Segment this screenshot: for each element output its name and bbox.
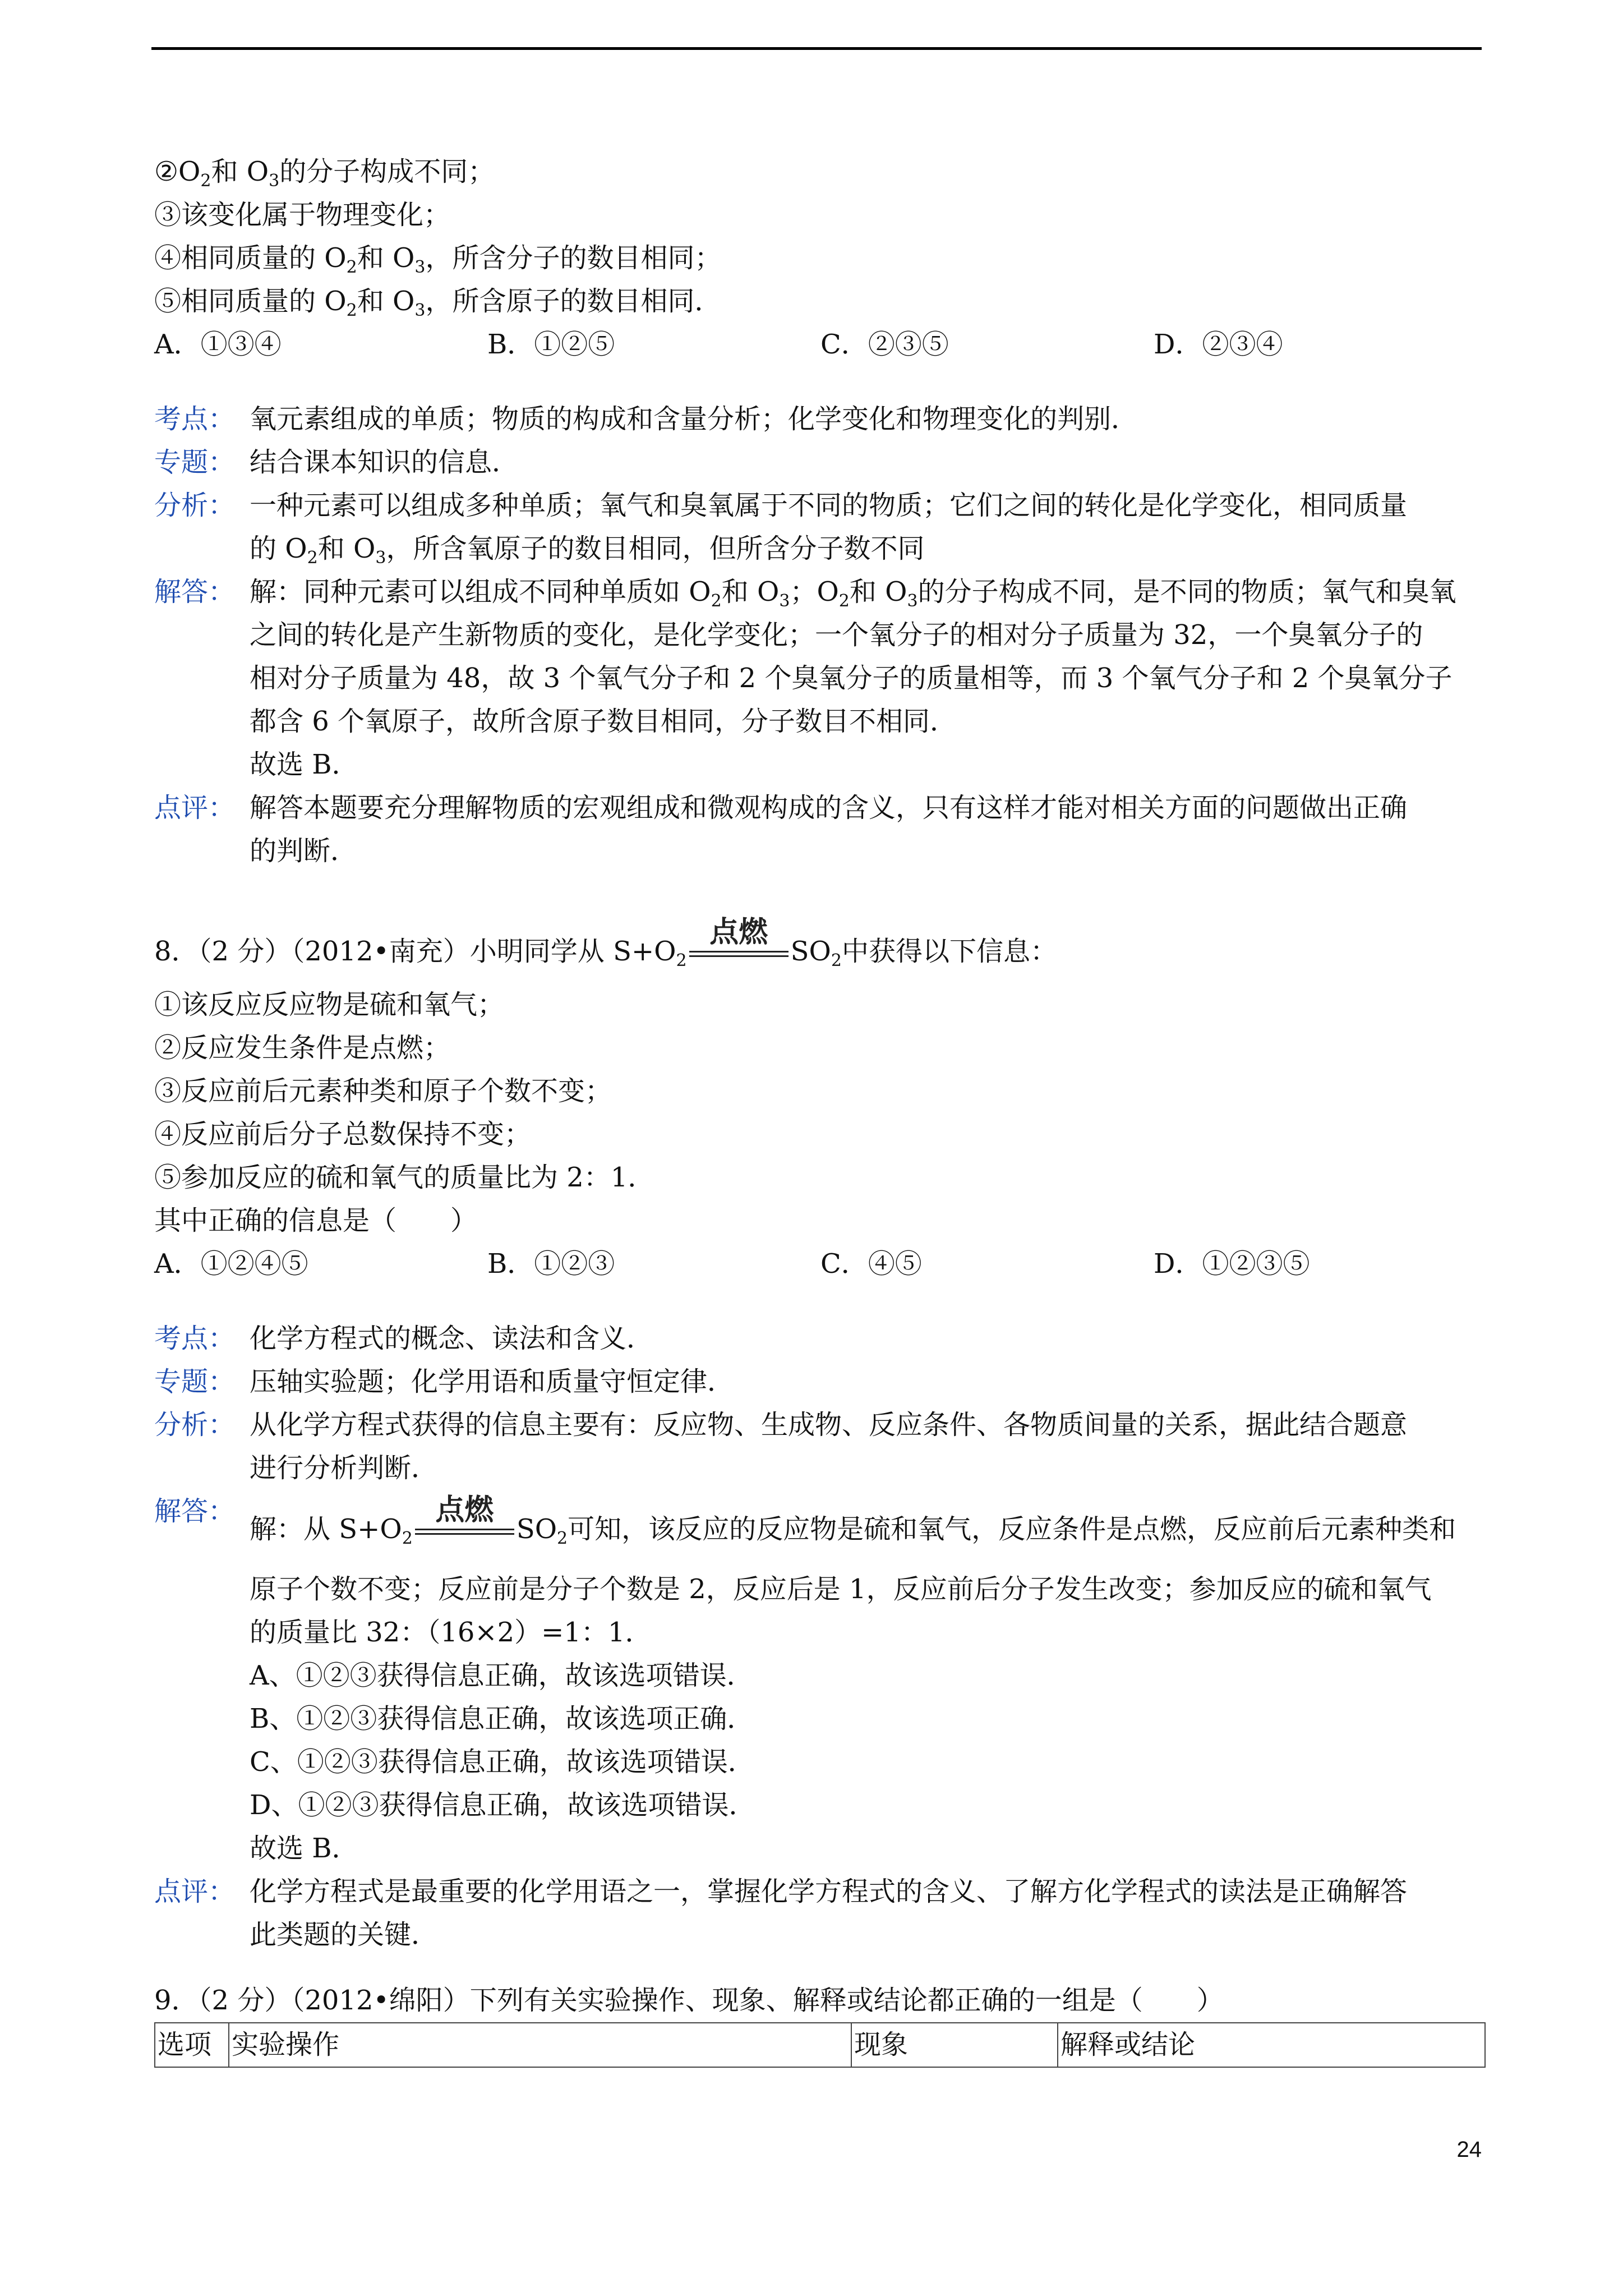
q7-option-d: D．②③④ (1154, 329, 1283, 360)
q7-options (154, 323, 1489, 366)
q9-stem: 9．（2 分）（2012•绵阳）下列有关实验操作、现象、解释或结论都正确的一组是（ ） (154, 1985, 1224, 2016)
q8-kaodian: 考点： 化学方程式的概念、读法和含义． (154, 1323, 654, 1354)
q7-zhuanti: 专题： 结合课本知识的信息． (154, 441, 1489, 484)
q8-zhuanti: 专题： 压轴实验题；化学用语和质量守恒定律． (154, 1366, 735, 1397)
q8-fenxi: 分析： 从化学方程式获得的信息主要有：反应物、生成物、反应条件、各物质间量的关系，据此结合题意 进行分析判断． (154, 1409, 1408, 1484)
q9-table (154, 2022, 1486, 2068)
q7-statement-2: $②O_2$和 $O_3$的分子构成不同； (154, 156, 495, 191)
q8-option-a: A．①②④⑤ (154, 1248, 308, 1280)
table-header-cell: 解释或结论 (1058, 2023, 1485, 2067)
dianping-label: 点评： (154, 792, 236, 823)
q8-stem: 8．（2 分）（2012•南充）小明同学从 $S+O_2$ 点燃 $SO_2$中获得以下信息： (154, 915, 1057, 970)
table-header-row (155, 2023, 1485, 2067)
q8-dianping: 点评： 化学方程式是最重要的化学用语之一，掌握化学方程式的含义、了解方化学程式的读法是正确解答 此类题的关键． (154, 1876, 1408, 1950)
table-header-cell: 选项 (155, 2023, 229, 2067)
q8-option-d: D．①②③⑤ (1154, 1248, 1310, 1280)
header-rule (151, 47, 1482, 50)
q8-option-b: B．①②③ (487, 1248, 615, 1280)
q8-jieda: 解答： 解：从 $S+O_2$ 点燃 $SO_2$可知，该反应的反应物是硫和氧气，反应条件是点燃，反应前后元素种类和 原子个数不变；反应前是分子个数是 2，反应后是 1，反应前后分子发生改变；参加反应的硫和氧气 的质量比 32：（16×2）=1：1． A、①②③获得信息正确，故该选项错误． B、①②③获得信息正确，故该选项正确． C、①②③获得信息正确，故该选项错误． D、①②③获得信息正确，故该选项错误． 故选 B． (154, 1493, 1456, 1864)
table-header-cell: 实验操作 (229, 2023, 851, 2067)
q7-option-a: A．①③④ (154, 329, 282, 360)
q7-kaodian: 考点： 氧元素组成的单质；物质的构成和含量分析；化学变化和物理变化的判别． (154, 398, 1489, 441)
q8-statement-5: ⑤参加反应的硫和氧气的质量比为 2：1． (154, 1162, 655, 1193)
q7-statement-5: ⑤相同质量的 $O_2$和 $O_3$，所含原子的数目相同． (154, 286, 722, 320)
q7-statement-3: ③该变化属于物理变化； (154, 199, 451, 231)
table-header-cell: 现象 (851, 2023, 1058, 2067)
page-number: 24 (1456, 2137, 1482, 2162)
page-content (154, 150, 1489, 2068)
kaodian-label: 考点： (154, 403, 236, 435)
q7-dianping: 点评： 解答本题要充分理解物质的宏观组成和微观构成的含义，只有这样才能对相关方面的问题做出正确 的判断． (154, 786, 1489, 873)
reaction-arrow-icon: 点燃 (687, 938, 791, 960)
reaction-arrow-icon: 点燃 (413, 1516, 517, 1538)
q8-statement-2: ②反应发生条件是点燃； (154, 1032, 451, 1064)
q7-option-b: B．①②⑤ (487, 329, 615, 360)
q7-statement-4: ④相同质量的 $O_2$和 $O_3$，所含分子的数目相同； (154, 242, 722, 277)
q7-jieda: 解答： 解：同种元素可以组成不同种单质如 $O_2$和 $O_3$；$O_2$和 $O_3$的分子构成不同，是不同的物质；氧气和臭氧 之间的转化是产生新物质的变化，是化学变化；一个氧分子的相对分子质量为 32，一个臭氧分子的 相对分子质量为 48，故 3 个氧气分子和 2 个臭氧分子的质量相等，而 3 个氧气分子和 2 个臭氧分子 都含 6 个氧原子，故所含原子数目相同，分子数目不相同． 故选 B． (154, 570, 1489, 786)
jieda-label: 解答： (154, 576, 236, 608)
zhuanti-label: 专题： (154, 447, 236, 478)
q8-statement-4: ④反应前后分子总数保持不变； (154, 1119, 532, 1150)
q8-option-c: C．④⑤ (820, 1248, 922, 1280)
q8-options (154, 1243, 1489, 1286)
q8-statement-1: ①该反应反应物是硫和氧气； (154, 989, 505, 1020)
q8-question: 其中正确的信息是（ ） (154, 1205, 478, 1236)
q7-fenxi: 分析： 一种元素可以组成多种单质；氧气和臭氧属于不同的物质；它们之间的转化是化学变化，相同质量 的 $O_2$和 $O_3$，所含氧原子的数目相同，但所含分子数不同 (154, 484, 1489, 570)
q7-option-c: C．②③⑤ (820, 329, 949, 360)
fenxi-label: 分析： (154, 490, 236, 521)
q8-statement-3: ③反应前后元素种类和原子个数不变； (154, 1075, 612, 1107)
